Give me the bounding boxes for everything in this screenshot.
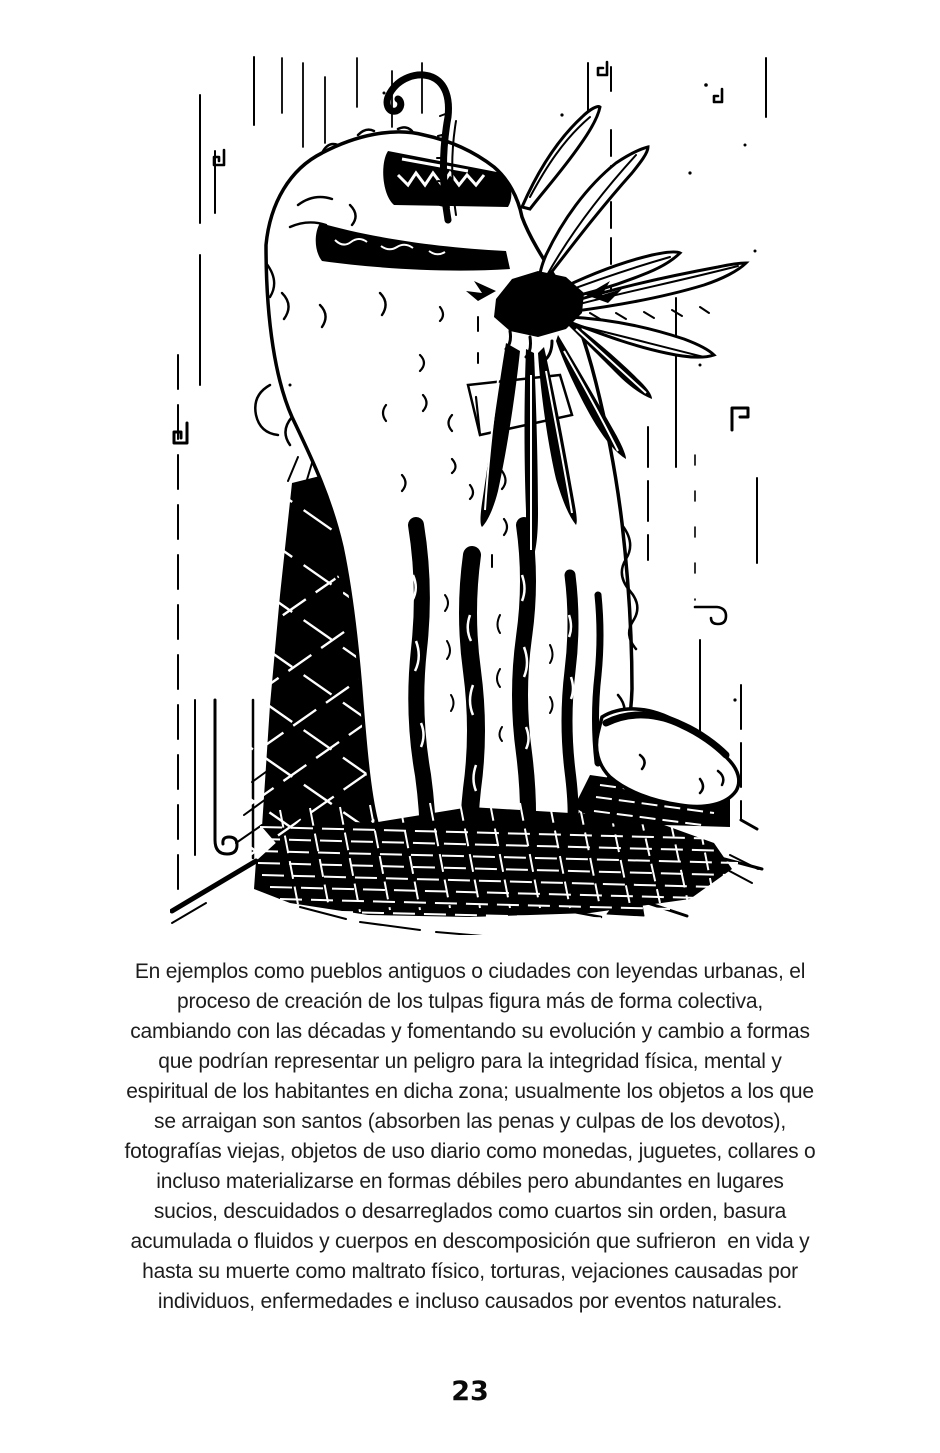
- hook-icon: [714, 89, 722, 102]
- text-line: individuos, enfermedades e incluso causados por eventos naturales.: [157, 1290, 783, 1313]
- text-line: sucios, descuidados o desarreglados como cuartos sin orden, basura: [153, 1200, 787, 1223]
- body-text: [90, 957, 850, 1317]
- text-line: fotografías viejas, objetos de uso diario como monedas, juguetes, collares o: [124, 1140, 816, 1163]
- text-line: cambiando con las décadas y fomentando su evolución y cambio a formas: [130, 1020, 810, 1043]
- page-number: 23: [451, 1376, 489, 1407]
- text-line: hasta su muerte como maltrato físico, torturas, vejaciones causadas por: [142, 1260, 798, 1283]
- hook-icon: [215, 700, 237, 854]
- text-line: que podrían representar un peligro para la integridad física, mental y: [158, 1050, 782, 1073]
- text-line: acumulada o fluidos y cuerpos en descomposición que sufrieron en vida y: [130, 1230, 810, 1253]
- hook-icon: [174, 423, 187, 443]
- text-line: En ejemplos como pueblos antiguos o ciudades con leyendas urbanas, el: [134, 960, 806, 983]
- tulpa-creature-illustration: [170, 55, 770, 935]
- hook-icon: [695, 607, 726, 624]
- illustration-canvas: [170, 55, 770, 935]
- hook-icon: [732, 408, 748, 430]
- text-line: se arraigan son santos (absorben las penas y culpas de los devotos),: [154, 1110, 786, 1133]
- text-line: incluso materializarse en formas débiles pero abundantes en lugares: [156, 1170, 784, 1193]
- text-line: proceso de creación de los tulpas figura más de forma colectiva,: [176, 990, 763, 1013]
- text-line: espiritual de los habitantes en dicha zona; usualmente los objetos a los que: [126, 1080, 814, 1103]
- hook-icon: [598, 62, 607, 75]
- hook-dot: [704, 83, 708, 87]
